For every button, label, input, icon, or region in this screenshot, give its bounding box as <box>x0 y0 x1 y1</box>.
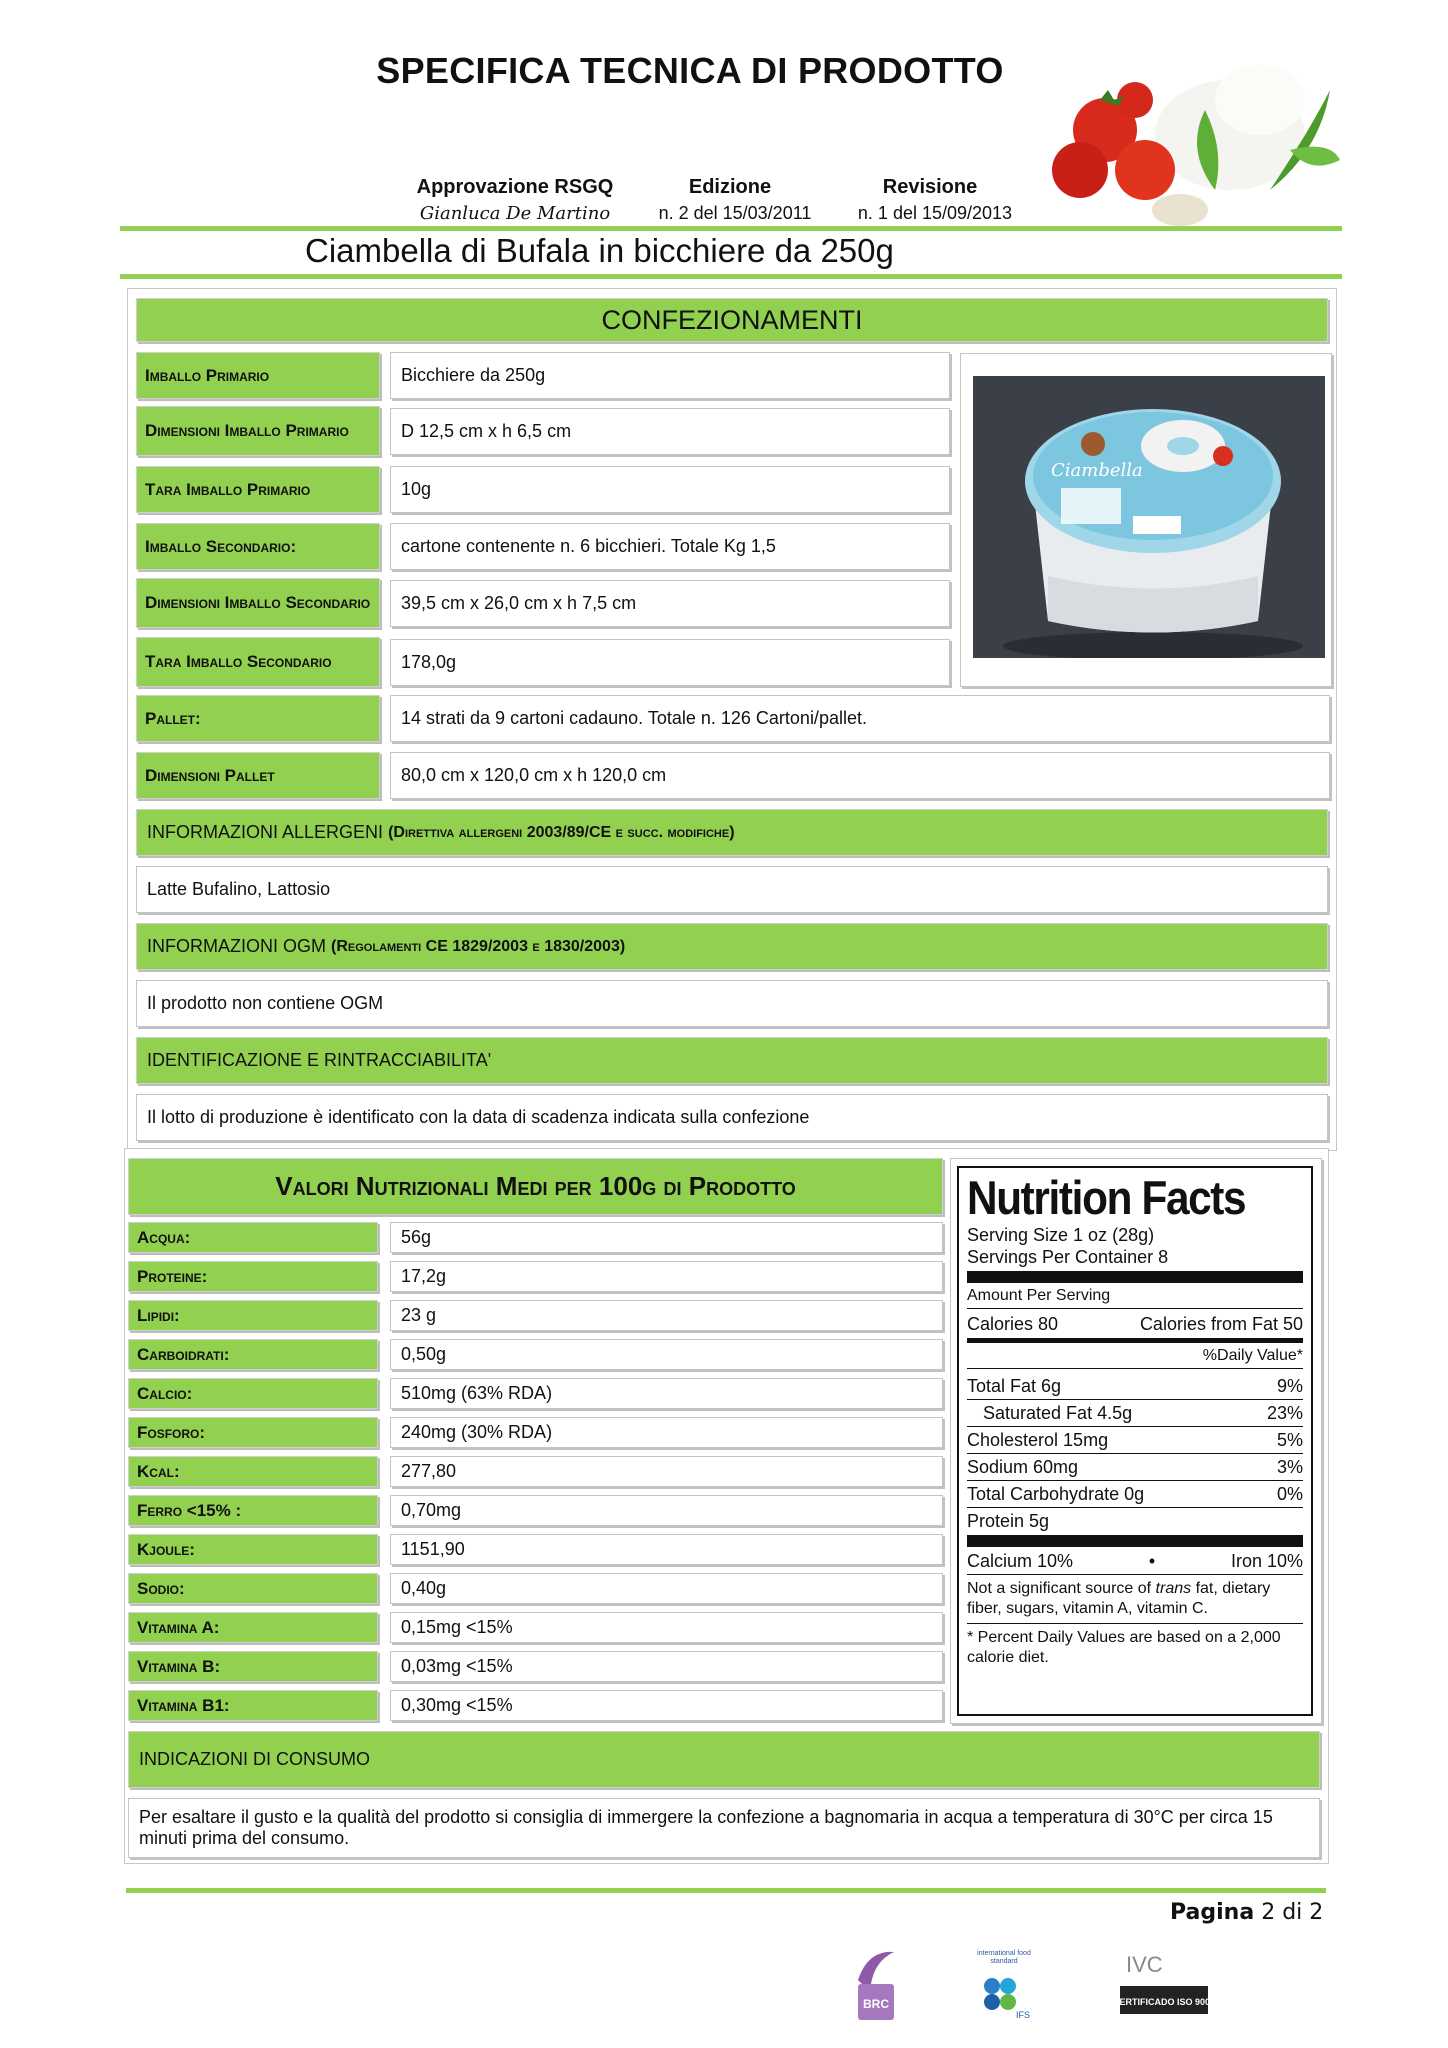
packaging-value-3: cartone contenente n. 6 bicchieri. Totale Kg 1,5 <box>390 523 950 570</box>
packaging-label-3: Imballo Secondario: <box>136 523 380 570</box>
revision-value: n. 1 del 15/09/2013 <box>857 203 1013 223</box>
nf-bullet: • <box>1148 1551 1156 1571</box>
nutrition-label-1: Proteine: <box>128 1261 378 1292</box>
allergens-header-sub: (Direttiva allergeni 2003/89/CE e succ. modifiche) <box>388 823 735 841</box>
nutrition-label-11: Vitamina B: <box>128 1651 378 1682</box>
nutrition-label-9: Sodio: <box>128 1573 378 1604</box>
page-number <box>1170 1900 1323 1925</box>
ifs-logo <box>976 1950 1032 2025</box>
packaging-label-1: Dimensioni Imballo Primario <box>136 406 380 456</box>
nf-servings-per-container: Servings Per Container 8 <box>967 1247 1169 1267</box>
product-photo-frame <box>960 353 1332 687</box>
nf-item-pct-3: 3% <box>1276 1457 1303 1477</box>
nutrition-label-8: Kjoule: <box>128 1534 378 1565</box>
allergens-header <box>136 809 1328 856</box>
nf-item-pct-2: 5% <box>1276 1430 1303 1450</box>
packaging-value-6: 14 strati da 9 cartoni cadauno. Totale n. 126 Cartoni/pallet. <box>390 695 1330 742</box>
product-photo <box>973 376 1325 658</box>
nf-calcium: Calcium 10% <box>967 1551 1074 1571</box>
packaging-value-4: 39,5 cm x 26,0 cm x h 7,5 cm <box>390 580 950 627</box>
approval-block <box>415 176 615 224</box>
nutrition-value-9: 0,40g <box>390 1573 943 1604</box>
packaging-value-2: 10g <box>390 466 950 513</box>
packaging-value-1: D 12,5 cm x h 6,5 cm <box>390 408 950 455</box>
footer-divider <box>126 1888 1326 1893</box>
nutrition-value-4: 510mg (63% RDA) <box>390 1378 943 1409</box>
nf-iron: Iron 10% <box>1230 1551 1303 1571</box>
nf-calories-from-fat: Calories from Fat 50 <box>1139 1314 1303 1334</box>
nf-amount-per-serving: Amount Per Serving <box>967 1287 1111 1304</box>
ivc-text: IVC <box>1126 1952 1163 1977</box>
packaging-label-2: Tara Imballo Primario <box>136 466 380 513</box>
page-total: 2 <box>1309 1900 1324 1925</box>
consumption-text: Per esaltare il gusto e la qualità del prodotto si consiglia di immergere la confezione a bagnomaria in acqua a temperatura di 30°C per circa 15 minuti prima del consumo. <box>128 1798 1320 1858</box>
packaging-label-4: Dimensioni Imballo Secondario <box>136 578 380 628</box>
packaging-label-0: Imballo Primario <box>136 352 380 399</box>
allergens-header-main: INFORMAZIONI ALLERGENI <box>147 822 384 842</box>
nutrition-label-3: Carboidrati: <box>128 1339 378 1370</box>
nutrition-label-5: Fosforo: <box>128 1417 378 1448</box>
ogm-text: Il prodotto non contiene OGM <box>136 980 1328 1027</box>
traceability-text: Il lotto di produzione è identificato con la data di scadenza indicata sulla confezione <box>136 1094 1328 1141</box>
consumption-header: INDICAZIONI DI CONSUMO <box>128 1731 1320 1788</box>
nutrition-label-0: Acqua: <box>128 1222 378 1253</box>
iso-logo <box>1112 1950 1212 2019</box>
edition-block <box>640 176 820 224</box>
ogm-header-sub: (Regolamenti CE 1829/2003 e 1830/2003) <box>331 937 626 955</box>
nutrition-value-5: 240mg (30% RDA) <box>390 1417 943 1448</box>
nf-item-pct-4: 0% <box>1276 1484 1303 1504</box>
nf-item-name-0: Total Fat 6g <box>967 1376 1062 1396</box>
packaging-label-7: Dimensioni Pallet <box>136 752 380 799</box>
nf-item-pct-1: 23% <box>1266 1403 1303 1423</box>
nutrition-value-7: 0,70mg <box>390 1495 943 1526</box>
nutrition-value-8: 1151,90 <box>390 1534 943 1565</box>
nf-note-2: * Percent Daily Values are based on a 2,000 calorie diet. <box>967 1629 1281 1666</box>
nutrition-label-12: Vitamina B1: <box>128 1690 378 1721</box>
brc-logo <box>852 1950 900 2025</box>
nutrition-value-11: 0,03mg <15% <box>390 1651 943 1682</box>
edition-label: Edizione <box>688 176 772 198</box>
product-name: Ciambella di Bufala in bicchiere da 250g <box>305 232 894 269</box>
iso-caption: CERTIFICADO ISO 9001 <box>1112 1997 1212 2007</box>
nf-item-name-3: Sodium 60mg <box>967 1457 1079 1477</box>
nutrition-value-6: 277,80 <box>390 1456 943 1487</box>
allergens-text: Latte Bufalino, Lattosio <box>136 866 1328 913</box>
nf-item-name-2: Cholesterol 15mg <box>967 1430 1109 1450</box>
nutrition-value-1: 17,2g <box>390 1261 943 1292</box>
revision-block <box>840 176 1020 224</box>
packaging-value-5: 178,0g <box>390 639 950 686</box>
title-divider <box>120 274 1342 279</box>
product-photo-brand: Ciambella <box>1051 460 1143 481</box>
packaging-label-6: Pallet: <box>136 695 380 742</box>
page-current: 2 <box>1261 1900 1276 1925</box>
nutrition-label-7: Ferro <15% : <box>128 1495 378 1526</box>
nutrition-label-6: Kcal: <box>128 1456 378 1487</box>
approval-signature: Gianluca De Martino <box>419 203 611 224</box>
nutrition-label-2: Lipidi: <box>128 1300 378 1331</box>
packaging-label-5: Tara Imballo Secondario <box>136 637 380 687</box>
nf-calories: Calories 80 <box>967 1314 1059 1334</box>
brc-text: BRC <box>863 1997 889 2011</box>
edition-value: n. 2 del 15/03/2011 <box>658 203 812 223</box>
packaging-title: CONFEZIONAMENTI <box>601 304 863 335</box>
nutrition-facts-title: Nutrition Facts <box>967 1171 1246 1224</box>
document-title: SPECIFICA TECNICA DI PRODOTTO <box>376 50 1004 91</box>
packaging-value-7: 80,0 cm x 120,0 cm x h 120,0 cm <box>390 752 1330 799</box>
nf-note-1 <box>967 1579 1303 1619</box>
nf-item-name-5: Protein 5g <box>967 1511 1050 1531</box>
ogm-header <box>136 923 1328 970</box>
approval-label: Approvazione RSGQ <box>416 176 614 198</box>
food-illustration <box>1040 40 1340 230</box>
ifs-caption: international food standard <box>977 1950 1031 1965</box>
nutrition-value-0: 56g <box>390 1222 943 1253</box>
ifs-text: IFS <box>1016 2010 1031 2020</box>
nutrition-value-2: 23 g <box>390 1300 943 1331</box>
nf-daily-value-header: %Daily Value* <box>1202 1347 1303 1364</box>
nutrition-title: Valori Nutrizionali Medi per 100g di Prodotto <box>275 1171 796 1201</box>
header-divider <box>120 226 1342 231</box>
nutrition-value-12: 0,30mg <15% <box>390 1690 943 1721</box>
nutrition-value-10: 0,15mg <15% <box>390 1612 943 1643</box>
page-of: di <box>1282 1900 1303 1925</box>
nutrition-facts-label <box>957 1166 1313 1716</box>
traceability-header: IDENTIFICAZIONE E RINTRACCIABILITA' <box>136 1037 1328 1084</box>
nf-note-1-trans: trans <box>1155 1580 1192 1597</box>
nf-item-name-4: Total Carbohydrate 0g <box>967 1484 1145 1504</box>
ogm-header-main: INFORMAZIONI OGM <box>147 936 326 956</box>
nf-serving-size: Serving Size 1 oz (28g) <box>967 1225 1155 1245</box>
nf-item-name-1: Saturated Fat 4.5g <box>983 1403 1133 1423</box>
packaging-header <box>136 298 1328 342</box>
packaging-value-0: Bicchiere da 250g <box>390 352 950 399</box>
nf-note-1b: fat, dietary fiber, sugars, vitamin A, vitamin C. <box>967 1580 1271 1617</box>
revision-label: Revisione <box>882 176 978 198</box>
nutrition-value-3: 0,50g <box>390 1339 943 1370</box>
nutrition-label-4: Calcio: <box>128 1378 378 1409</box>
nutrition-header <box>128 1158 943 1215</box>
nf-note-1a: Not a significant source of <box>967 1580 1156 1597</box>
page-word: Pagina <box>1170 1900 1255 1925</box>
nf-item-pct-0: 9% <box>1276 1376 1303 1396</box>
nutrition-label-10: Vitamina A: <box>128 1612 378 1643</box>
